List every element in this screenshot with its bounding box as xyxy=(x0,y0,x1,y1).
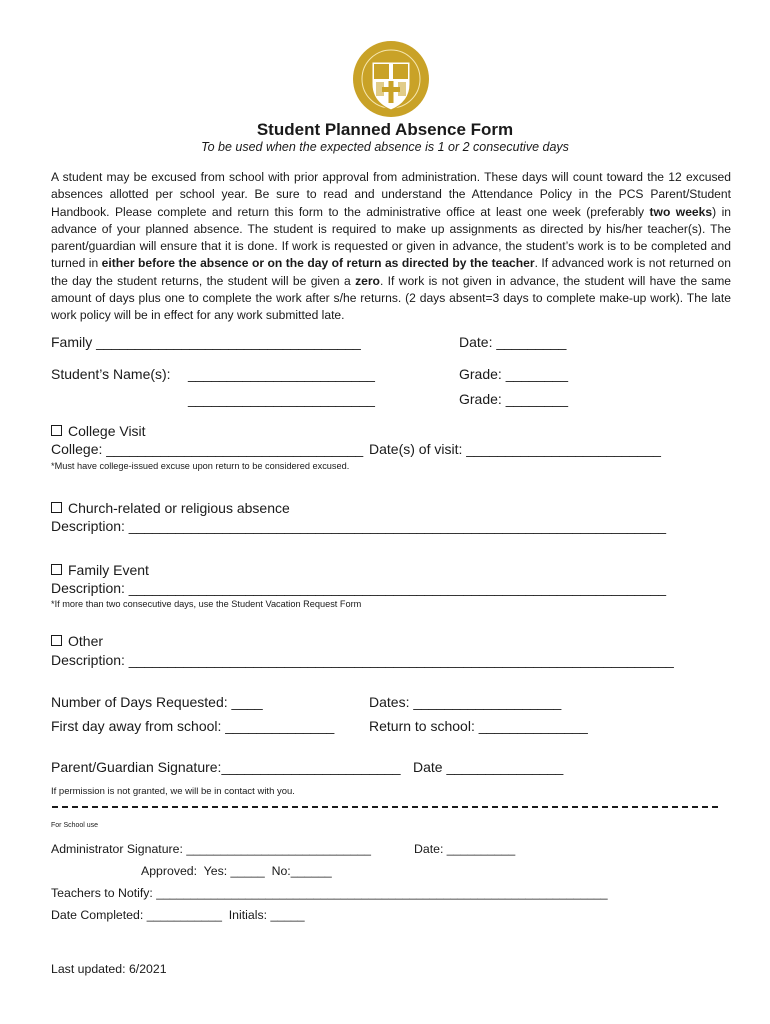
college-note: *Must have college-issued excuse upon return to be considered excused. xyxy=(51,461,350,471)
signature-date-field[interactable]: Date _______________ xyxy=(413,759,564,775)
bold-zero: zero xyxy=(355,273,380,288)
family-event-checkbox[interactable] xyxy=(51,564,62,575)
date-completed-field[interactable]: Date Completed: ___________ Initials: _____ xyxy=(51,908,305,922)
family-event-description-field[interactable]: Description: _____________________________________________________________________ xyxy=(51,580,667,596)
school-use-label: For School use xyxy=(51,822,99,829)
college-visit-checkbox[interactable] xyxy=(51,425,62,436)
school-seal-icon xyxy=(352,40,430,118)
administrator-signature-field[interactable]: Administrator Signature: ___________________________ xyxy=(51,842,371,856)
student-name-field-1[interactable]: ________________________ xyxy=(188,366,375,382)
church-option[interactable] xyxy=(51,500,290,516)
grade-field-1[interactable]: Grade: ________ xyxy=(459,366,568,382)
return-to-school-field[interactable]: Return to school: ______________ xyxy=(369,718,588,734)
visit-dates-field[interactable]: Date(s) of visit: _________________________ xyxy=(369,441,661,457)
bold-two-weeks: two weeks xyxy=(649,204,713,219)
teachers-to-notify-field[interactable]: Teachers to Notify: __________________________________________________________________ xyxy=(51,886,608,900)
other-description-field[interactable]: Description: ______________________________________________________________________ xyxy=(51,652,674,668)
college-visit-label: College Visit xyxy=(68,423,146,439)
dates-field[interactable]: Dates: ___________________ xyxy=(369,694,562,710)
college-field[interactable]: College: _________________________________ xyxy=(51,441,364,457)
other-option[interactable] xyxy=(51,633,103,649)
approved-field[interactable]: Approved: Yes: _____ No:______ xyxy=(141,864,332,878)
family-event-note: *If more than two consecutive days, use the Student Vacation Request Form xyxy=(51,599,362,609)
students-name-label: Student’s Name(s): xyxy=(51,366,171,382)
family-field[interactable]: Family __________________________________ xyxy=(51,334,361,350)
cut-line-divider xyxy=(52,806,718,808)
church-checkbox[interactable] xyxy=(51,502,62,513)
college-visit-option[interactable] xyxy=(51,423,146,439)
bold-turn-in-rule: either before the absence or on the day of return as directed by the teacher xyxy=(101,256,535,271)
church-label: Church-related or religious absence xyxy=(68,500,290,516)
administrator-date-field[interactable]: Date: __________ xyxy=(414,842,516,856)
student-name-field-2[interactable]: ________________________ xyxy=(188,391,375,407)
other-label: Other xyxy=(68,633,104,649)
last-updated-footer: Last updated: 6/2021 xyxy=(51,962,167,976)
family-event-label: Family Event xyxy=(68,562,149,578)
intro-paragraph: A student may be excused from school with prior approval from administration. These days will count toward the 12 excused absences allotted per school year. Be sure to read and understand the Attendance Policy in the PCS Parent/Student Handbook. Please complete and return this form to the administrative office at least one week (preferably two weeks) in advance of your planned absence. The student is required to make up assignments as directed by his/her teacher(s). The parent/guardian will ensure that it is done. If work is requested or given in advance, the student’s work is to be completed and turned in either before the absence or on the day of return as directed by the teacher. If advanced work is not returned on the day the student returns, the student will be given a zero. If work is not given in advance, the student will have the same amount of days plus one to complete the work after s/he returns. (2 days absent=3 days to complete make-up work). The late work policy will be in effect for any work submitted late. xyxy=(51,170,731,323)
church-description-field[interactable]: Description: _____________________________________________________________________ xyxy=(51,518,667,534)
permission-note: If permission is not granted, we will be in contact with you. xyxy=(51,786,295,797)
parent-signature-field[interactable]: Parent/Guardian Signature:_______________________ xyxy=(51,759,401,775)
grade-field-2[interactable]: Grade: ________ xyxy=(459,391,568,407)
form-title: Student Planned Absence Form xyxy=(256,120,514,139)
family-event-option[interactable] xyxy=(51,562,149,578)
form-subtitle: To be used when the expected absence is 1 or 2 consecutive days xyxy=(201,140,569,154)
first-day-away-field[interactable]: First day away from school: ______________ xyxy=(51,718,335,734)
date-field[interactable]: Date: _________ xyxy=(459,334,567,350)
other-checkbox[interactable] xyxy=(51,635,62,646)
days-requested-field[interactable]: Number of Days Requested: ____ xyxy=(51,694,263,710)
